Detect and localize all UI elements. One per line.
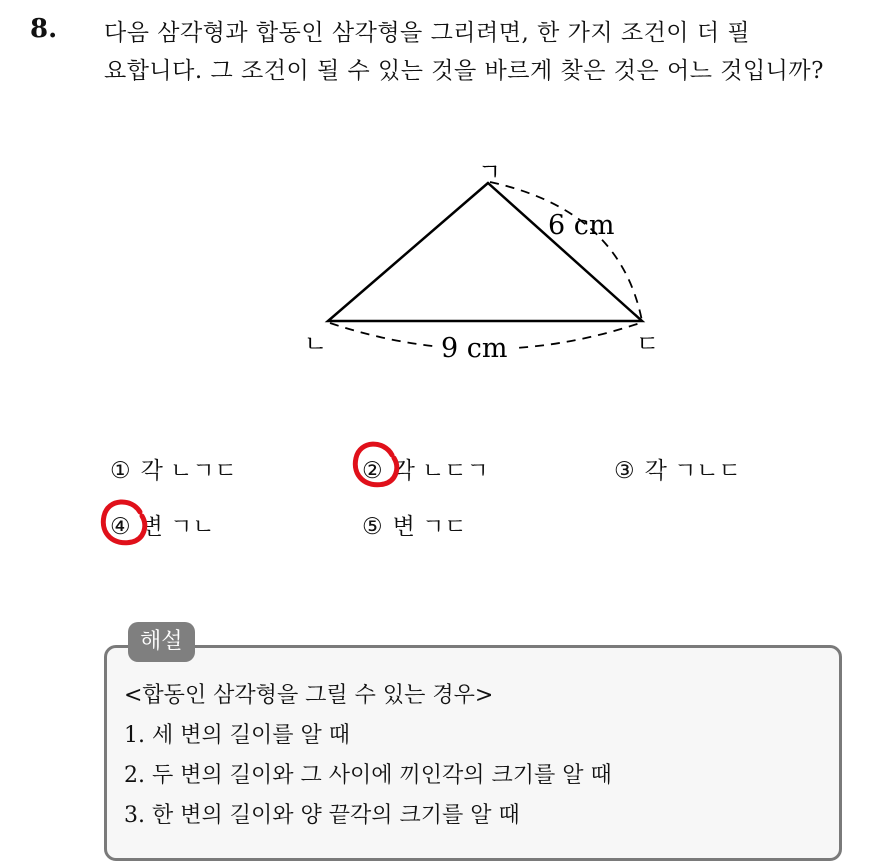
choice-1[interactable] [110, 452, 237, 485]
question-line-1: 다음 삼각형과 합동인 삼각형을 그리려면, 한 가지 조건이 더 필 [104, 20, 751, 46]
question-number: 8. [30, 14, 58, 44]
choice-3[interactable] [614, 452, 741, 485]
side-label-right: 6 cm [548, 210, 615, 241]
question-line-2: 요합니다. 그 조건이 될 수 있는 것을 바르게 찾은 것은 어느 것입니까? [104, 58, 824, 84]
solution-content [124, 676, 612, 836]
choice-number: ④ [110, 514, 131, 540]
vertex-label-left: ㄴ [304, 330, 328, 358]
solution-tag: 해설 [128, 622, 195, 662]
solution-item-1: 1. 세 변의 길이를 알 때 [124, 723, 350, 748]
choice-4[interactable] [110, 508, 215, 541]
choice-text: 변 ㄱㄷ [392, 514, 467, 540]
choice-number: ③ [614, 458, 635, 484]
side-label-bottom: 9 cm [441, 333, 508, 364]
solution-item-3: 3. 한 변의 길이와 양 끝각의 크기를 알 때 [124, 803, 520, 828]
choice-text: 각 ㄴㄱㄷ [140, 458, 237, 484]
choice-text: 변 ㄱㄴ [140, 514, 215, 540]
triangle [328, 183, 642, 321]
choice-number: ⑤ [362, 514, 383, 540]
choice-text: 각 ㄱㄴㄷ [644, 458, 741, 484]
choice-number: ② [362, 458, 383, 484]
choice-text: 각 ㄴㄷㄱ [392, 458, 489, 484]
solution-heading: <합동인 삼각형을 그릴 수 있는 경우> [124, 683, 494, 708]
choice-5[interactable] [362, 508, 467, 541]
vertex-label-right: ㄷ [636, 330, 660, 358]
choice-number: ① [110, 458, 131, 484]
solution-item-2: 2. 두 변의 길이와 그 사이에 끼인각의 크기를 알 때 [124, 763, 612, 788]
vertex-label-top: ㄱ [478, 158, 502, 186]
choice-2[interactable] [362, 452, 489, 485]
